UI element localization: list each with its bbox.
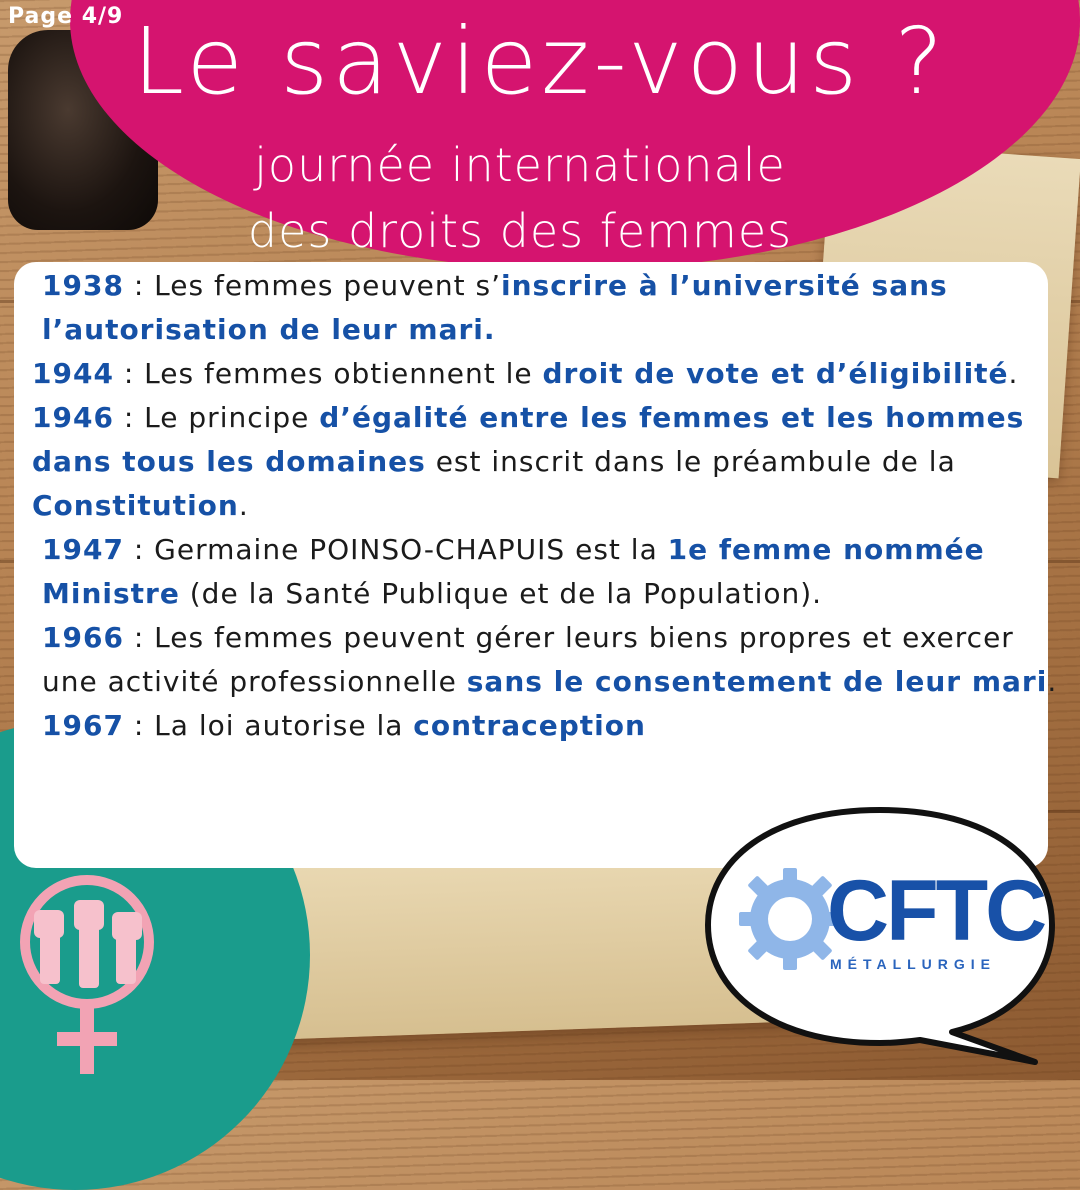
entry-separator: : (123, 533, 155, 566)
entry-text: . (1047, 665, 1058, 698)
entry-separator: : (123, 709, 155, 742)
logo-name: CFTC (827, 863, 1045, 959)
entry-text: . (1008, 357, 1019, 390)
timeline-entry-1966 (32, 616, 1062, 704)
subtitle-line-2: des droits des femmes (247, 204, 793, 258)
entry-year: 1946 (32, 401, 114, 434)
entry-text: Germaine POINSO-CHAPUIS est la (154, 533, 668, 566)
page-title: Le saviez-vous ? (132, 8, 948, 115)
timeline-list (32, 264, 1062, 748)
entry-highlight: inscrire à l’université sans l’autorisation de leur mari. (42, 269, 948, 346)
entry-text: (de la Santé Publique et de la Population). (179, 577, 823, 610)
entry-highlight: 1e femme nommée Ministre (42, 533, 985, 610)
logo-tagline: MÉTALLURGIE (829, 956, 997, 972)
entry-text: est inscrit dans le préambule de la (425, 445, 956, 478)
venus-fists-icon (12, 870, 162, 1080)
entry-year: 1944 (32, 357, 114, 390)
entry-year: 1966 (42, 621, 124, 654)
entry-separator: : (113, 401, 145, 434)
page-indicator: Page 4/9 (8, 4, 124, 29)
timeline-entry-1944 (32, 352, 1062, 396)
entry-text: Les femmes obtiennent le (144, 357, 543, 390)
entry-text: . (238, 489, 249, 522)
subtitle-line-1: journée internationale (254, 138, 786, 192)
entry-highlight: d’égalité entre les femmes et les hommes dans tous les domaines (32, 401, 1025, 478)
entry-highlight: sans le consentement de leur mari (466, 665, 1048, 698)
timeline-entry-1938 (32, 264, 1062, 352)
cftc-logo (735, 863, 1045, 978)
entry-text: Le principe (144, 401, 320, 434)
entry-separator: : (123, 621, 155, 654)
entry-year: 1938 (42, 269, 124, 302)
entry-separator: : (123, 269, 155, 302)
timeline-entry-1946 (32, 396, 1062, 528)
entry-separator: : (113, 357, 145, 390)
timeline-entry-1967 (32, 704, 1062, 748)
entry-highlight: droit de vote et d’éligibilité (542, 357, 1009, 390)
timeline-entry-1947 (32, 528, 1062, 616)
entry-text: La loi autorise la (154, 709, 414, 742)
entry-year: 1967 (42, 709, 124, 742)
entry-highlight: contraception (413, 709, 646, 742)
entry-year: 1947 (42, 533, 124, 566)
entry-text: Les femmes peuvent gérer leurs biens propres et exercer une activité professionnelle (42, 621, 1014, 698)
entry-highlight: Constitution (32, 489, 239, 522)
entry-text: Les femmes peuvent s’ (154, 269, 501, 302)
